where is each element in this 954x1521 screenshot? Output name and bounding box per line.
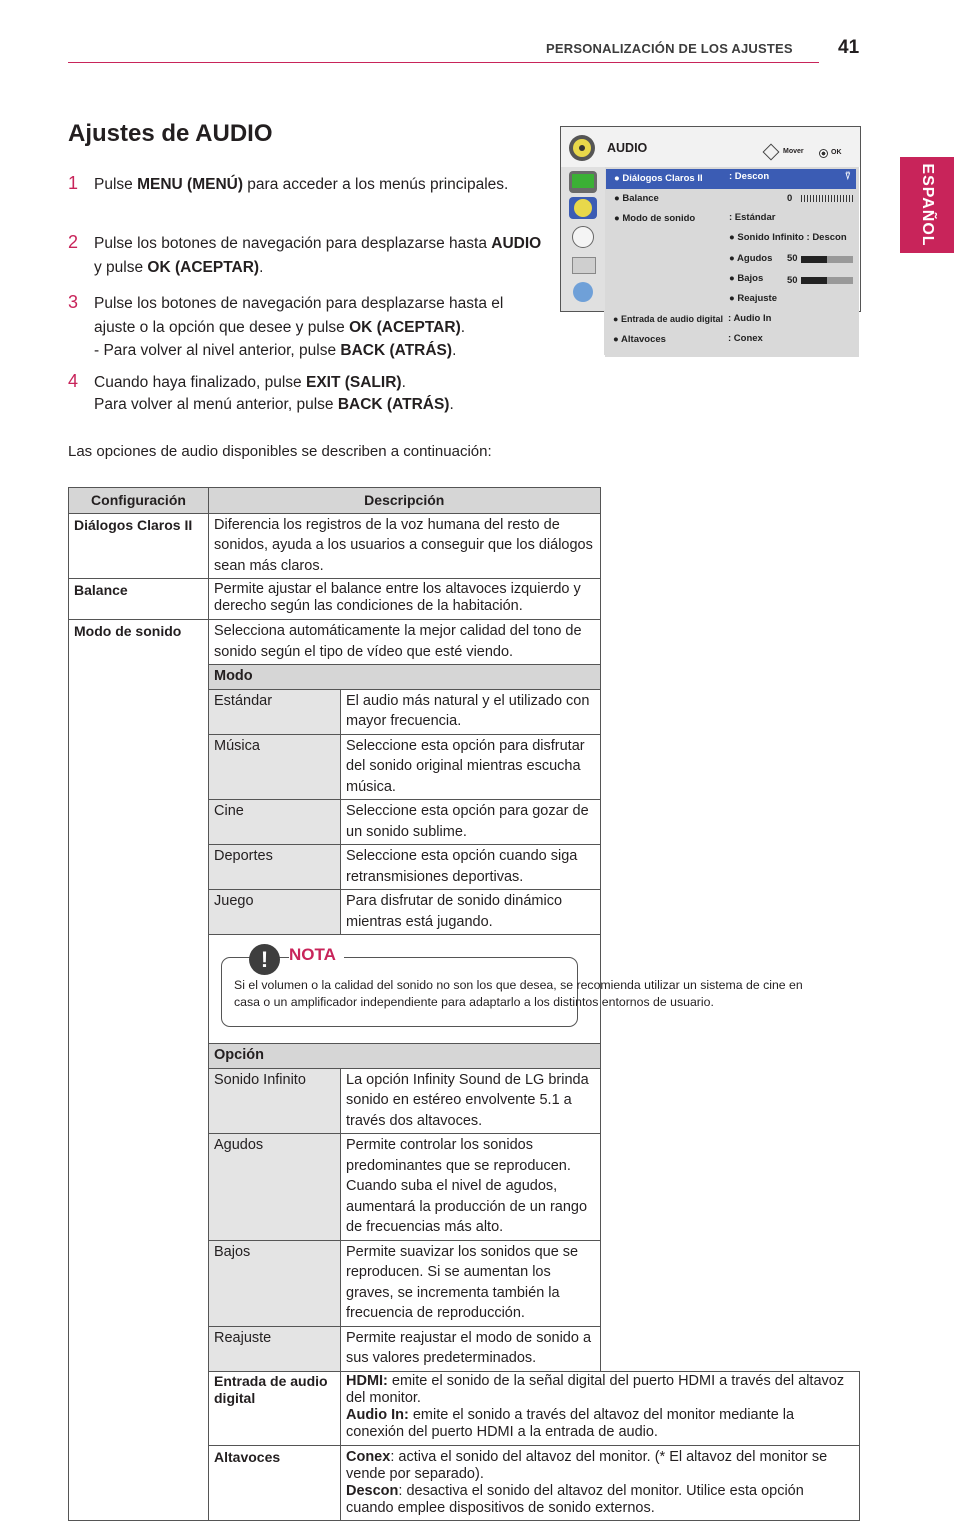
nota-cell: [209, 935, 803, 1044]
setting-desc: Selecciona automáticamente la mejor calidad del tono de sonido según el tipo de vídeo que esté viendo.: [209, 620, 601, 665]
audio-icon: [569, 135, 595, 161]
setting-desc: Permite ajustar el balance entre los altavoces izquierdo y derecho según las condiciones de la habitación.: [209, 579, 601, 620]
option-desc: Permite controlar los sonidos predominantes que se reproducen. Cuando suba el nivel de agudos, aumentará la producción de un rango de frecuencias más alto.: [341, 1134, 601, 1241]
osd-value-balance: 0: [787, 193, 793, 204]
intro-text: Las opciones de audio disponibles se describen a continuación:: [68, 443, 492, 460]
network-icon: [569, 281, 597, 303]
osd-item-modo: ● Modo de sonido: [614, 213, 696, 224]
table-header-row: [69, 488, 860, 514]
language-side-tab: [900, 157, 954, 253]
osd-value-dialogos: : Descon: [729, 171, 770, 182]
osd-item-entrada: ● Entrada de audio digital: [613, 314, 723, 324]
nota-box: [221, 945, 803, 1027]
step-number: 1: [68, 173, 79, 193]
step-subtext: - Para volver al nivel anterior, pulse BACK (ATRÁS).: [94, 342, 457, 359]
osd-value-agudos: 50: [787, 253, 798, 264]
osd-value-modo: : Estándar: [729, 212, 776, 223]
warning-icon: !: [249, 944, 280, 975]
osd-bajos-fill: [801, 277, 827, 284]
osd-item-infinito: ● Sonido Infinito : Descon: [729, 232, 847, 243]
osd-audio-menu: [560, 126, 861, 312]
header-desc: Descripción: [209, 488, 601, 514]
picture-icon: [569, 171, 597, 193]
osd-item-balance: ● Balance: [614, 193, 659, 204]
header-config: Configuración: [69, 488, 209, 514]
ok-icon: [819, 149, 828, 158]
step-number: 4: [68, 371, 79, 391]
page-title: Ajustes de AUDIO: [68, 120, 273, 147]
mode-desc: Seleccione esta opción cuando siga retransmisiones deportivas.: [341, 845, 601, 890]
osd-header: [561, 127, 860, 167]
osd-agudos-bar: [801, 256, 853, 263]
mode-subheader: Modo: [209, 665, 601, 690]
osd-value-bajos: 50: [787, 275, 798, 286]
option-desc: Permite reajustar el modo de sonido a sus valores predeterminados.: [341, 1326, 601, 1371]
page-number: 41: [838, 37, 860, 58]
option-desc: Permite suavizar los sonidos que se reproducen. Si se aumentan los graves, se incrementa también la frecuencia de reproducción.: [341, 1240, 601, 1326]
step-text: Pulse los botones de navegación para desplazarse hasta AUDIO y pulse OK (ACEPTAR).: [94, 235, 542, 276]
table-row: [69, 579, 860, 620]
nota-text: Si el volumen o la calidad del sonido no son los que desea, se recomienda utilizar un sistema de cine en casa o un amplificador independiente para adaptarlo a los distintos entornos de usuario.: [234, 978, 803, 1009]
setting-name: Altavoces: [209, 1445, 341, 1520]
mode-desc: Seleccione esta opción para disfrutar del sonido original mientras escucha música.: [341, 734, 601, 800]
time-icon: [569, 225, 597, 247]
option-name: Reajuste: [209, 1326, 341, 1371]
osd-agudos-fill: [801, 256, 827, 263]
option-name: Sonido Infinito: [209, 1068, 341, 1134]
mode-name: Cine: [209, 800, 341, 845]
step-number: 3: [68, 292, 79, 312]
mode-desc: Seleccione esta opción para gozar de un sonido sublime.: [341, 800, 601, 845]
step-subtext: Para volver al menú anterior, pulse BACK (ATRÁS).: [94, 396, 454, 413]
osd-value-entrada: : Audio In: [728, 313, 772, 324]
audio-settings-table: [68, 487, 860, 1521]
setting-name: Balance: [69, 579, 209, 620]
header-rule: [68, 62, 819, 63]
osd-item-reajuste: ● Reajuste: [729, 293, 777, 304]
setting-name: Entrada de audio digital: [209, 1371, 341, 1445]
option-name: Bajos: [209, 1240, 341, 1326]
audio-icon: [569, 197, 597, 219]
running-header-section: PERSONALIZACIÓN DE LOS AJUSTES: [546, 41, 793, 56]
language-tab-label: ESPAÑOL: [919, 163, 936, 247]
option-icon: [569, 253, 597, 275]
setting-name: Diálogos Claros II: [69, 513, 209, 579]
osd-hint-ok: OK: [831, 149, 842, 156]
mode-name: Estándar: [209, 689, 341, 734]
osd-item-altavoces: ● Altavoces: [613, 334, 666, 345]
step-text: Pulse MENU (MENÚ) para acceder a los menús principales.: [94, 176, 509, 193]
setting-name: Modo de sonido: [69, 620, 209, 1521]
osd-item-dialogos: ● Diálogos Claros II: [614, 173, 703, 184]
setting-desc: HDMI: emite el sonido de la señal digital del puerto HDMI a través del altavoz del monitor. Audio In: emite el sonido a través del altavoz del monitor mediante la conexión del puerto HDMI a la entrada de audio.: [341, 1371, 860, 1445]
setting-desc: Conex: activa el sonido del altavoz del monitor. (* El altavoz del monitor se vende por separado). Descon: desactiva el sonido del altavoz del monitor. Utilice esta opción cuando emplee dispositivos de sonido externos.: [341, 1445, 860, 1520]
osd-item-agudos: ● Agudos: [729, 253, 773, 264]
osd-bajos-bar: [801, 277, 853, 284]
table-row: [69, 513, 860, 579]
option-desc: La opción Infinity Sound de LG brinda sonido en estéreo envolvente 5.1 a través dos altavoces.: [341, 1068, 601, 1134]
mode-name: Música: [209, 734, 341, 800]
osd-info-icon: ⍢: [845, 171, 851, 182]
mode-name: Deportes: [209, 845, 341, 890]
osd-title: AUDIO: [607, 141, 648, 155]
option-subheader: Opción: [209, 1044, 601, 1069]
setting-desc: Diferencia los registros de la voz humana del resto de sonidos, ayuda a los usuarios a conseguir que los diálogos sean más claros.: [209, 513, 601, 579]
nota-title: NOTA: [289, 945, 344, 966]
mode-name: Juego: [209, 890, 341, 935]
mode-desc: Para disfrutar de sonido dinámico mientras está jugando.: [341, 890, 601, 935]
mode-desc: El audio más natural y el utilizado con mayor frecuencia.: [341, 689, 601, 734]
table-row: [69, 620, 860, 665]
osd-hint-move: Mover: [783, 148, 804, 155]
step-number: 2: [68, 232, 79, 252]
step-text: Pulse los botones de navegación para desplazarse hasta el ajuste o la opción que desee y pulse OK (ACEPTAR).: [94, 295, 504, 336]
osd-item-bajos: ● Bajos: [729, 273, 764, 284]
option-name: Agudos: [209, 1134, 341, 1241]
osd-balance-bar: [801, 195, 853, 202]
step-text: Cuando haya finalizado, pulse EXIT (SALIR).: [94, 374, 406, 391]
osd-value-altavoces: : Conex: [728, 333, 763, 344]
